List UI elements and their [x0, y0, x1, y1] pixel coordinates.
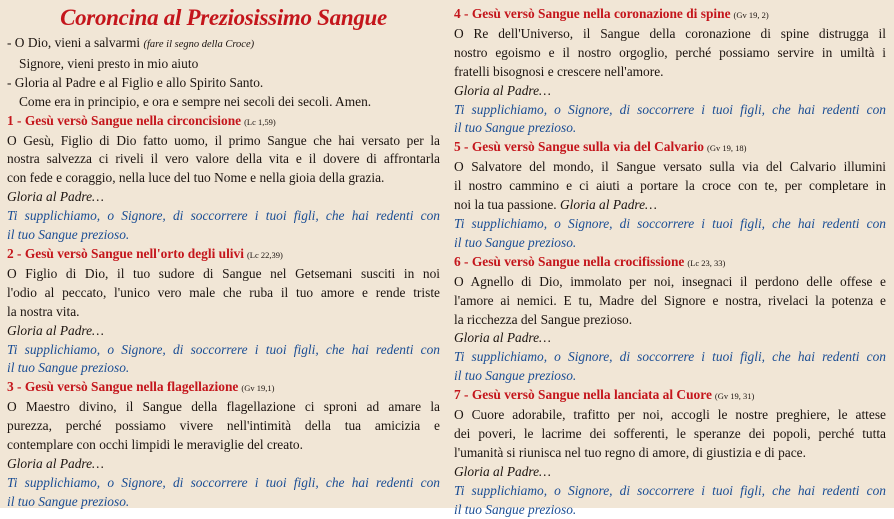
scripture-ref: (Lc 22,39)	[246, 249, 283, 260]
prayer-line: il tuo Sangue prezioso.	[7, 360, 130, 376]
section-heading-text: 7 - Gesù versò Sangue nella lanciata al Cuore	[454, 387, 712, 403]
prayer-line: Ti supplichiamo, o Signore, di soccorrere i tuoi figli, che hai redenti con	[454, 101, 886, 117]
section-heading-text: 4 - Gesù versò Sangue nella coronazione di spine	[454, 6, 731, 21]
intro	[7, 34, 440, 112]
body-line: O Maestro divino, il Sangue della flagellazione ci sproni ad amare la	[7, 399, 440, 415]
body-line: la nostra vita.	[7, 303, 80, 319]
section-3	[7, 378, 440, 511]
scripture-ref: (Lc 1,59)	[244, 116, 276, 127]
section-heading	[454, 138, 886, 158]
section-heading-text: 3 - Gesù versò Sangue nella flagellazione	[7, 379, 239, 395]
right-column	[454, 0, 886, 519]
section-heading-text: 2 - Gesù versò Sangue nell'orto degli ulivi	[7, 245, 244, 261]
section-1	[7, 112, 440, 245]
intro-line-4: Come era in principio, e ora e sempre nei secoli dei secoli. Amen.	[19, 93, 372, 109]
section-heading	[454, 253, 886, 273]
prayer-line: il tuo Sangue prezioso.	[7, 227, 130, 243]
body-line: purezza, perché possiamo vivere nell'intimità della tua amicizia e	[7, 418, 440, 434]
gloria-inline: Gloria al Padre…	[560, 197, 657, 213]
section-heading-text: 5 - Gesù versò Sangue sulla via del Calvario	[454, 139, 704, 155]
section-heading-text: 6 - Gesù versò Sangue nella crocifissione	[454, 253, 685, 269]
prayer-line: Ti supplichiamo, o Signore, di soccorrere i tuoi figli, che hai redenti con	[7, 208, 440, 224]
prayer-line: il tuo Sangue prezioso.	[454, 501, 577, 517]
gloria-line: Gloria al Padre…	[454, 82, 551, 98]
body-line: O Salvatore del mondo, il Sangue versato sulla via del Calvario illumini	[454, 159, 886, 175]
gloria-line: Gloria al Padre…	[7, 189, 104, 205]
page-title: Coroncina al Preziosissimo Sangue	[60, 5, 387, 30]
scripture-ref: (Gv 19,1)	[241, 383, 275, 394]
intro-note: (fare il segno della Croce)	[143, 39, 255, 50]
body-line: nostra salvezza ci riveli il vero valore della vita e il dovere di affrontarla	[7, 151, 440, 167]
section-heading	[7, 378, 440, 398]
body-line: O Agnello di Dio, immolato per noi, insegnaci il perdono delle offese e	[454, 273, 886, 289]
scripture-ref: (Gv 19, 2)	[733, 10, 769, 20]
scripture-ref: (Gv 19, 18)	[706, 143, 747, 154]
section-heading	[454, 386, 886, 406]
intro-line-1-text: - O Dio, vieni a salvarmi	[7, 35, 141, 50]
prayer-line: il tuo Sangue prezioso.	[7, 493, 130, 509]
prayer-line: Ti supplichiamo, o Signore, di soccorrere i tuoi figli, che hai redenti con	[7, 341, 440, 357]
section-heading	[7, 245, 440, 265]
body-line: O Re dell'Universo, il Sangue della coronazione di spine distrugga il	[454, 25, 886, 41]
body-line: fratelli bisognosi e crescere nell'amore.	[454, 63, 664, 79]
body-line: la ricchezza del Sangue prezioso.	[454, 311, 633, 327]
prayer-line: il tuo Sangue prezioso.	[454, 234, 577, 250]
gloria-line: Gloria al Padre…	[454, 463, 551, 479]
body-line: con fede e coraggio, nella luce del tuo Nome e nella gioia della grazia.	[7, 170, 385, 186]
body-line: O Cuore adorabile, trafitto per noi, accogli le nostre preghiere, le attese	[454, 407, 886, 423]
intro-line-2: Signore, vieni presto in mio aiuto	[19, 55, 199, 71]
scripture-ref: (Gv 19, 31)	[714, 391, 755, 402]
left-column	[7, 0, 440, 512]
scripture-ref: (Lc 23, 33)	[687, 257, 726, 268]
body-line: l'odio al peccato, l'unico vero male che ruba il tuo amore e rende triste	[7, 284, 440, 300]
body-line: l'umanità si riunisca nel tuo regno di amore, di giustizia e di pace.	[454, 444, 806, 460]
body-line: O Figlio di Dio, il tuo sudore di Sangue nel Getsemani susciti in noi	[7, 265, 440, 281]
section-7	[454, 386, 886, 519]
body-line: O Gesù, Figlio di Dio fatto uomo, il primo Sangue che hai versato per la	[7, 132, 440, 148]
body-line: nostro egoismo e il nostro orgoglio, perché possiamo servire in umiltà i	[454, 44, 886, 60]
section-heading-text: 1 - Gesù versò Sangue nella circoncisione	[7, 112, 242, 128]
body-line	[454, 196, 886, 215]
section-2	[7, 245, 440, 378]
gloria-line: Gloria al Padre…	[454, 330, 551, 346]
intro-line-3: - Gloria al Padre e al Figlio e allo Spirito Santo.	[7, 74, 264, 90]
prayer-line: Ti supplichiamo, o Signore, di soccorrere i tuoi figli, che hai redenti con	[454, 482, 886, 498]
body-line: contemplare con occhi limpidi le meraviglie del creato.	[7, 437, 303, 453]
gloria-line: Gloria al Padre…	[7, 455, 104, 471]
section-heading	[454, 5, 886, 25]
section-heading	[7, 112, 440, 132]
intro-line-1	[7, 34, 440, 55]
body-text: noi la tua passione.	[454, 197, 557, 213]
prayer-line: il tuo Sangue prezioso.	[454, 120, 577, 136]
prayer-line: Ti supplichiamo, o Signore, di soccorrere i tuoi figli, che hai redenti con	[454, 215, 886, 231]
section-6	[454, 253, 886, 386]
section-5	[454, 138, 886, 252]
prayer-line: Ti supplichiamo, o Signore, di soccorrere i tuoi figli, che hai redenti con	[7, 474, 440, 490]
body-line: l'amore ai nemici. E tu, Madre del Signore e nostra, rivelaci la potenza e	[454, 292, 886, 308]
body-line: il nostro cammino e ci aiuti a portare la croce con te, per completare in	[454, 178, 886, 194]
section-4	[454, 5, 886, 138]
body-line: dei poveri, le lacrime dei sofferenti, le speranze dei popoli, perché tutta	[454, 425, 886, 441]
prayer-line: il tuo Sangue prezioso.	[454, 368, 577, 384]
prayer-line: Ti supplichiamo, o Signore, di soccorrere i tuoi figli, che hai redenti con	[454, 349, 886, 365]
gloria-line: Gloria al Padre…	[7, 322, 104, 338]
